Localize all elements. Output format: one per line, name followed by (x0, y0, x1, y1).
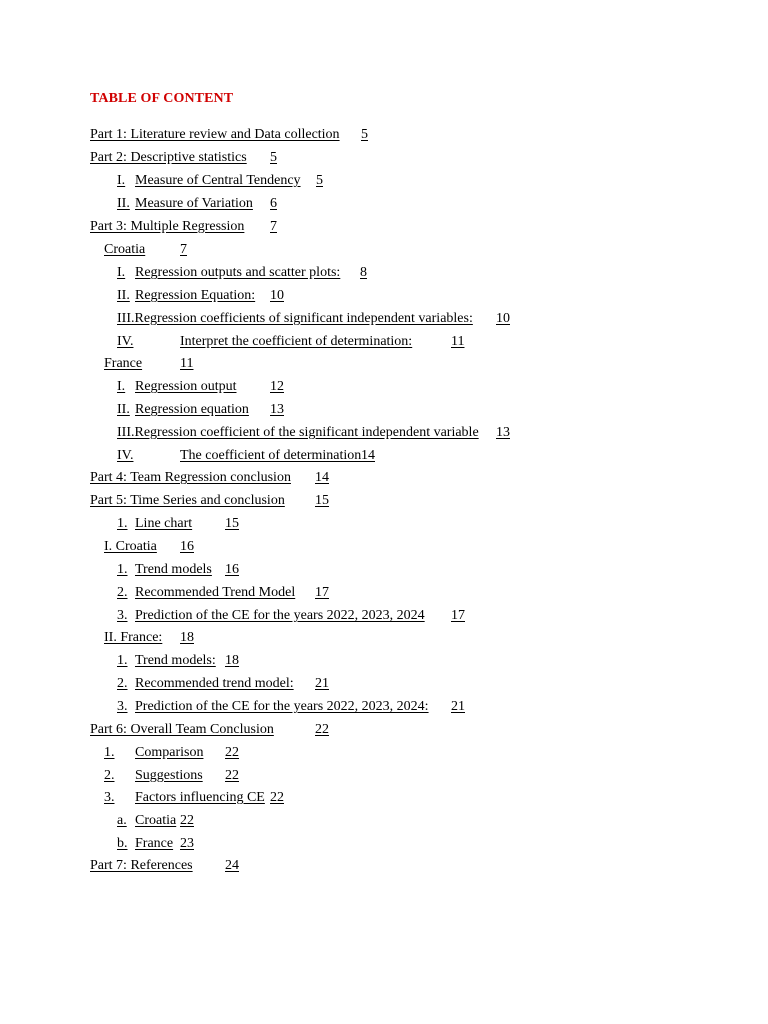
toc-entry-number: 1. (117, 562, 128, 577)
toc-entry-page-number: 7 (270, 219, 277, 234)
toc-entry-text: Regression outputs and scatter plots: (135, 265, 341, 280)
toc-entry-text: Regression equation (135, 402, 249, 417)
toc-entry-number: I. (117, 173, 126, 188)
toc-entry-page-number: 16 (180, 539, 194, 554)
toc-entry[interactable] (0, 195, 768, 215)
toc-entry-page-number: 15 (315, 493, 329, 508)
toc-entry-page-number: 11 (180, 356, 194, 371)
toc-entry-number: IV. (117, 334, 134, 349)
toc-entry-number: II. (117, 196, 130, 211)
toc-entry-text: Recommended Trend Model (135, 585, 296, 600)
toc-entry-page-number: 23 (180, 836, 194, 851)
toc-entry[interactable] (0, 812, 768, 832)
toc-entry[interactable] (0, 264, 768, 284)
toc-entry[interactable] (0, 721, 768, 741)
toc-entry-page-number: 5 (270, 150, 277, 165)
toc-entry[interactable] (0, 561, 768, 581)
toc-entry-text: Factors influencing CE (135, 790, 265, 805)
toc-entry-page-number: 17 (451, 608, 465, 623)
toc-entry-page-number: 22 (225, 768, 239, 783)
toc-entry[interactable] (0, 789, 768, 809)
toc-entry-text: France (135, 836, 174, 851)
toc-title: TABLE OF CONTENT (90, 91, 234, 106)
toc-entry[interactable] (0, 287, 768, 307)
toc-entry-text: Part 5: Time Series and conclusion (90, 493, 285, 508)
toc-entry[interactable] (0, 698, 768, 718)
toc-entry[interactable] (0, 538, 768, 558)
toc-entry-page-number: 12 (270, 379, 284, 394)
toc-entry-page-number: 5 (316, 173, 323, 188)
toc-entry-page-number: 10 (270, 288, 284, 303)
toc-entry-text: Part 2: Descriptive statistics (90, 150, 247, 165)
toc-entry-page-number: 16 (225, 562, 239, 577)
toc-entry-text: Part 1: Literature review and Data collection (90, 127, 340, 142)
toc-entry-text: The coefficient of determination (180, 448, 362, 463)
toc-entry[interactable] (0, 126, 768, 146)
toc-entry[interactable] (0, 744, 768, 764)
toc-entry-text: Part 3: Multiple Regression (90, 219, 245, 234)
toc-entry[interactable] (0, 378, 768, 398)
toc-entry[interactable] (0, 355, 768, 375)
toc-entry-text: Prediction of the CE for the years 2022, 2023, 2024: (135, 699, 429, 714)
toc-entry-text: II. France: (104, 630, 163, 645)
toc-entry-number: 3. (117, 699, 128, 714)
toc-entry-number: 2. (104, 768, 115, 783)
toc-entry-text: I. Croatia (104, 539, 157, 554)
toc-entry-text: Prediction of the CE for the years 2022, 2023, 2024 (135, 608, 425, 623)
toc-entry[interactable] (0, 607, 768, 627)
toc-entry-number: 3. (117, 608, 128, 623)
toc-entry-number: 2. (117, 585, 128, 600)
toc-entry-page-number: 5 (361, 127, 368, 142)
toc-entry-page-number: 13 (496, 425, 510, 440)
toc-entry-text: Croatia (135, 813, 177, 828)
toc-entry-page-number: 22 (225, 745, 239, 760)
toc-entry-page-number: 17 (315, 585, 329, 600)
toc-entry[interactable] (0, 767, 768, 787)
toc-entry-text: Part 7: References (90, 858, 193, 873)
toc-entry[interactable] (0, 492, 768, 512)
toc-entry-page-number: 24 (225, 858, 239, 873)
toc-entry[interactable] (0, 310, 768, 330)
toc-entry-text: Suggestions (135, 768, 203, 783)
toc-entry-number: 1. (104, 745, 115, 760)
toc-entry-text: Interpret the coefficient of determination: (180, 334, 413, 349)
toc-entry-text: France (104, 356, 143, 371)
toc-entry-text: III.Regression coefficient of the significant independent variable (117, 425, 479, 440)
toc-entry-page-number: 6 (270, 196, 277, 211)
toc-entry-number: 2. (117, 676, 128, 691)
toc-entry[interactable] (0, 218, 768, 238)
toc-entry-text: Regression output (135, 379, 237, 394)
toc-entry-page-number: 10 (496, 311, 510, 326)
toc-entry-number: I. (117, 265, 126, 280)
toc-entry[interactable] (0, 172, 768, 192)
toc-entry[interactable] (0, 857, 768, 877)
toc-entry[interactable] (0, 469, 768, 489)
toc-entry[interactable] (0, 629, 768, 649)
toc-entry[interactable] (0, 515, 768, 535)
toc-entry-number: b. (117, 836, 128, 851)
toc-entry-page-number: 18 (180, 630, 194, 645)
toc-entry[interactable] (0, 652, 768, 672)
toc-entry-number: II. (117, 288, 130, 303)
toc-entry-number: 1. (117, 516, 128, 531)
toc-entry-page-number: 14 (315, 470, 329, 485)
toc-entry[interactable] (0, 835, 768, 855)
toc-entry-text: Measure of Central Tendency (135, 173, 301, 188)
toc-entry-page-number: 21 (451, 699, 465, 714)
toc-entry-text: III.Regression coefficients of significant independent variables: (117, 311, 473, 326)
toc-entry-text: Comparison (135, 745, 204, 760)
toc-entry-text: Part 4: Team Regression conclusion (90, 470, 291, 485)
toc-entry[interactable] (0, 401, 768, 421)
toc-entry-number: II. (117, 402, 130, 417)
toc-entry[interactable] (0, 447, 768, 467)
toc-entry-page-number: 13 (270, 402, 284, 417)
toc-entry-text: Measure of Variation (135, 196, 253, 211)
toc-entry-page-number: 7 (180, 242, 187, 257)
toc-entry-page-number: 8 (360, 265, 367, 280)
toc-entry-page-number: 11 (451, 334, 465, 349)
toc-entry-text: Trend models: (135, 653, 216, 668)
toc-entry-text: Trend models (135, 562, 212, 577)
toc-entry[interactable] (0, 424, 768, 444)
toc-entry-number: a. (117, 813, 127, 828)
toc-entry-number: 3. (104, 790, 115, 805)
toc-entry-page-number: 21 (315, 676, 329, 691)
toc-entry[interactable] (0, 149, 768, 169)
toc-entry-page-number: 22 (315, 722, 329, 737)
toc-entry-text: Regression Equation: (135, 288, 256, 303)
toc-entry-text: Recommended trend model: (135, 676, 294, 691)
toc-entry[interactable] (0, 675, 768, 695)
toc-entry-page-number: 15 (225, 516, 239, 531)
toc-entry[interactable] (0, 584, 768, 604)
toc-entry-number: 1. (117, 653, 128, 668)
toc-entry-page-number: 14 (361, 448, 375, 463)
toc-entry-page-number: 18 (225, 653, 239, 668)
toc-entry-page-number: 22 (270, 790, 284, 805)
toc-entry[interactable] (0, 333, 768, 353)
toc-entry-text: Croatia (104, 242, 146, 257)
toc-entry-text: Line chart (135, 516, 193, 531)
toc-entry[interactable] (0, 241, 768, 261)
toc-entry-text: Part 6: Overall Team Conclusion (90, 722, 274, 737)
toc-entry-number: IV. (117, 448, 134, 463)
toc-entry-number: I. (117, 379, 126, 394)
toc-entry-page-number: 22 (180, 813, 194, 828)
